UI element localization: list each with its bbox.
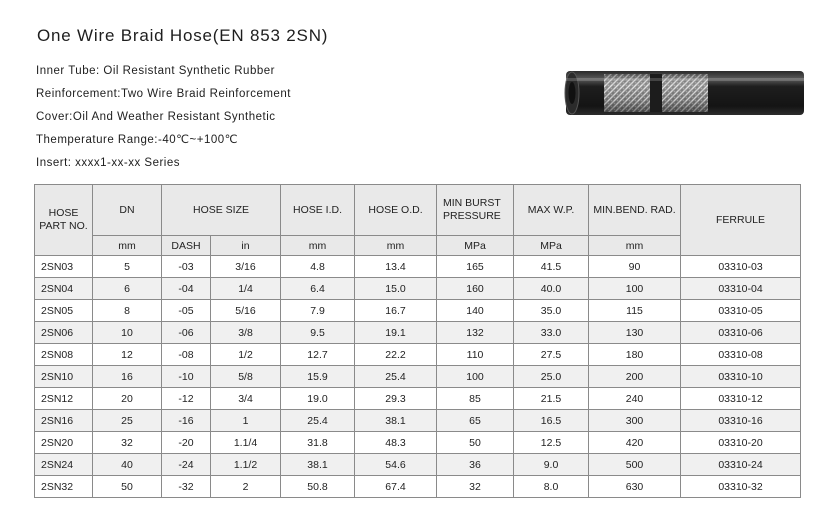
cell-dn: 10 [93,322,162,344]
cell-in: 5/16 [211,300,281,322]
cell-bend-rad: 100 [589,278,681,300]
table-row [35,256,801,278]
spec-insert: Insert: xxxx1-xx-xx Series [36,157,180,169]
cell-part-no: 2SN08 [35,344,93,366]
cell-in: 3/8 [211,322,281,344]
cell-burst-pressure: 110 [437,344,514,366]
cell-burst-pressure: 132 [437,322,514,344]
header-hose-od: HOSE O.D. [355,185,437,236]
unit-od: mm [355,236,437,256]
header-hose-id: HOSE I.D. [281,185,355,236]
cell-hose-od: 13.4 [355,256,437,278]
cell-ferrule: 03310-04 [681,278,801,300]
unit-bend: mm [589,236,681,256]
cell-part-no: 2SN04 [35,278,93,300]
cell-dn: 32 [93,432,162,454]
cell-hose-id: 50.8 [281,476,355,498]
cell-hose-id: 9.5 [281,322,355,344]
cell-max-wp: 33.0 [514,322,589,344]
cell-bend-rad: 180 [589,344,681,366]
cell-burst-pressure: 65 [437,410,514,432]
spec-inner-tube: Inner Tube: Oil Resistant Synthetic Rubber [36,65,275,77]
cell-max-wp: 35.0 [514,300,589,322]
cell-max-wp: 25.0 [514,366,589,388]
cell-bend-rad: 420 [589,432,681,454]
cell-part-no: 2SN03 [35,256,93,278]
cell-ferrule: 03310-24 [681,454,801,476]
cell-dash: -06 [162,322,211,344]
cell-bend-rad: 630 [589,476,681,498]
cell-hose-od: 19.1 [355,322,437,344]
unit-in: in [211,236,281,256]
unit-dn: mm [93,236,162,256]
cell-hose-od: 15.0 [355,278,437,300]
table-row [35,432,801,454]
header-hose-size: HOSE SIZE [162,185,281,236]
cell-dn: 5 [93,256,162,278]
cell-bend-rad: 300 [589,410,681,432]
table-row [35,476,801,498]
cell-part-no: 2SN10 [35,366,93,388]
cell-in: 1/2 [211,344,281,366]
cell-in: 3/16 [211,256,281,278]
cell-hose-od: 25.4 [355,366,437,388]
cell-ferrule: 03310-10 [681,366,801,388]
header-part-no: HOSE PART NO. [35,185,93,256]
spec-table [34,184,801,498]
cell-max-wp: 16.5 [514,410,589,432]
table-row [35,410,801,432]
cell-in: 1/4 [211,278,281,300]
header-dn: DN [93,185,162,236]
table-row [35,322,801,344]
cell-in: 3/4 [211,388,281,410]
cell-bend-rad: 115 [589,300,681,322]
cell-hose-od: 38.1 [355,410,437,432]
cell-dn: 40 [93,454,162,476]
cell-hose-od: 22.2 [355,344,437,366]
cell-ferrule: 03310-16 [681,410,801,432]
cell-ferrule: 03310-05 [681,300,801,322]
cell-bend-rad: 130 [589,322,681,344]
cell-burst-pressure: 140 [437,300,514,322]
cell-bend-rad: 90 [589,256,681,278]
spec-temperature: Themperature Range:-40℃~+100℃ [36,134,239,146]
cell-bend-rad: 500 [589,454,681,476]
cell-dn: 8 [93,300,162,322]
cell-ferrule: 03310-08 [681,344,801,366]
cell-max-wp: 41.5 [514,256,589,278]
cell-part-no: 2SN32 [35,476,93,498]
cell-hose-od: 54.6 [355,454,437,476]
cell-hose-id: 15.9 [281,366,355,388]
table-row [35,300,801,322]
cell-hose-od: 67.4 [355,476,437,498]
cell-dash: -20 [162,432,211,454]
cell-dn: 25 [93,410,162,432]
cell-burst-pressure: 100 [437,366,514,388]
cell-dn: 50 [93,476,162,498]
cell-dash: -10 [162,366,211,388]
cell-max-wp: 27.5 [514,344,589,366]
cell-dash: -24 [162,454,211,476]
cell-hose-od: 29.3 [355,388,437,410]
cell-dn: 16 [93,366,162,388]
table-row [35,454,801,476]
cell-hose-id: 38.1 [281,454,355,476]
header-ferrule: FERRULE [681,185,801,256]
cell-hose-id: 4.8 [281,256,355,278]
cell-part-no: 2SN05 [35,300,93,322]
cell-dn: 6 [93,278,162,300]
unit-id: mm [281,236,355,256]
cell-hose-id: 7.9 [281,300,355,322]
cell-dash: -04 [162,278,211,300]
spec-reinforcement: Reinforcement:Two Wire Braid Reinforcement [36,88,291,100]
cell-hose-id: 12.7 [281,344,355,366]
cell-dash: -12 [162,388,211,410]
header-min-bend-rad: MIN.BEND. RAD. [589,185,681,236]
cell-hose-od: 48.3 [355,432,437,454]
cell-burst-pressure: 32 [437,476,514,498]
cell-dash: -03 [162,256,211,278]
cell-burst-pressure: 50 [437,432,514,454]
cell-max-wp: 21.5 [514,388,589,410]
cell-dash: -08 [162,344,211,366]
cell-burst-pressure: 165 [437,256,514,278]
table-row [35,278,801,300]
cell-in: 1.1/4 [211,432,281,454]
table-row [35,366,801,388]
header-max-wp: MAX W.P. [514,185,589,236]
cell-burst-pressure: 160 [437,278,514,300]
cell-hose-id: 19.0 [281,388,355,410]
cell-hose-id: 6.4 [281,278,355,300]
cell-bend-rad: 240 [589,388,681,410]
header-min-burst-pressure: MIN BURST PRESSURE [437,185,514,236]
cell-burst-pressure: 85 [437,388,514,410]
unit-wp: MPa [514,236,589,256]
table-row [35,388,801,410]
cell-ferrule: 03310-06 [681,322,801,344]
cell-hose-id: 25.4 [281,410,355,432]
cell-part-no: 2SN12 [35,388,93,410]
cell-hose-od: 16.7 [355,300,437,322]
unit-dash: DASH [162,236,211,256]
cell-bend-rad: 200 [589,366,681,388]
cell-part-no: 2SN06 [35,322,93,344]
cell-max-wp: 40.0 [514,278,589,300]
cell-in: 1 [211,410,281,432]
cell-dn: 12 [93,344,162,366]
hose-image [562,69,806,117]
page-title: One Wire Braid Hose(EN 853 2SN) [37,26,329,45]
cell-dn: 20 [93,388,162,410]
cell-part-no: 2SN24 [35,454,93,476]
cell-ferrule: 03310-32 [681,476,801,498]
cell-dash: -05 [162,300,211,322]
cell-max-wp: 8.0 [514,476,589,498]
spec-list [36,60,291,175]
cell-part-no: 2SN20 [35,432,93,454]
cell-max-wp: 12.5 [514,432,589,454]
table-body [35,256,801,498]
cell-in: 5/8 [211,366,281,388]
cell-ferrule: 03310-20 [681,432,801,454]
spec-cover: Cover:Oil And Weather Resistant Synthetic [36,111,276,123]
cell-part-no: 2SN16 [35,410,93,432]
cell-in: 2 [211,476,281,498]
cell-dash: -16 [162,410,211,432]
cell-max-wp: 9.0 [514,454,589,476]
unit-burst: MPa [437,236,514,256]
cell-ferrule: 03310-12 [681,388,801,410]
cell-hose-id: 31.8 [281,432,355,454]
cell-ferrule: 03310-03 [681,256,801,278]
cell-dash: -32 [162,476,211,498]
cell-in: 1.1/2 [211,454,281,476]
cell-burst-pressure: 36 [437,454,514,476]
table-row [35,344,801,366]
